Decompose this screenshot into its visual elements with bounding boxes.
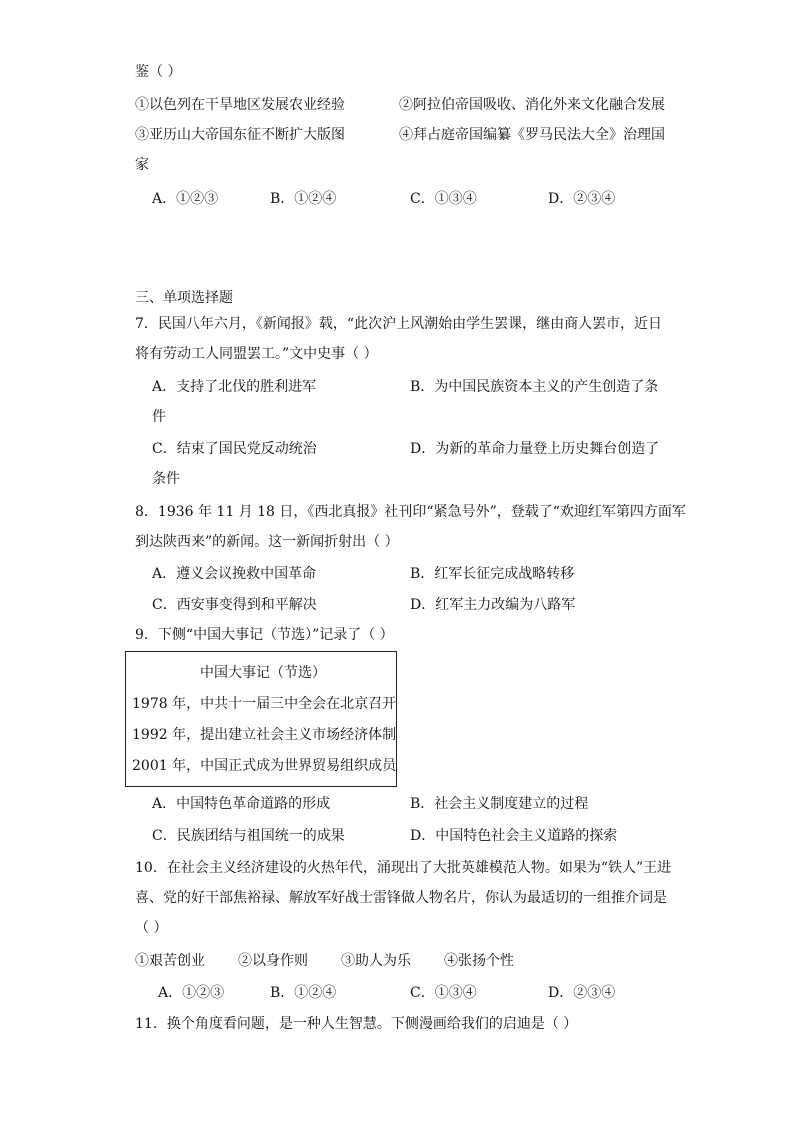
q10-choice-b: B．①②④ [270, 985, 337, 1001]
q10-choice-a: A．①②③ [158, 985, 225, 1001]
q7-option-d: D．为新的革命力量登上历史舞台创造了 [410, 441, 660, 457]
q10-stem-line2: 喜、党的好干部焦裕禄、解放军好战士雷锋做人物名片，你认为最适切的一组推介词是 [135, 890, 667, 906]
q10-stem-line1: 10．在社会主义经济建设的火热年代，涌现出了大批英雄模范人物。如果为“铁人”王进 [135, 860, 672, 876]
q7-stem-line1: 7．民国八年六月，《新闻报》载，“此次沪上风潮始由学生罢课，继由商人罢市，近日 [135, 316, 663, 332]
q10-stem-line3: （ ） [135, 920, 168, 936]
section-title: 三、单项选择题 [135, 290, 233, 306]
q8-stem-line2: 到达陕西来”的新闻。这一新闻折射出（ ） [135, 534, 399, 550]
choice-b: B．①②④ [270, 191, 337, 207]
q9-option-b: B．社会主义制度建立的过程 [410, 796, 589, 812]
chronicle-row: 1978 年，中共十一届三中全会在北京召开 [132, 696, 397, 712]
chronicle-box [125, 651, 397, 787]
q9-option-d: D．中国特色社会主义道路的探索 [410, 828, 618, 844]
q7-option-a: A．支持了北伐的胜利进军 [152, 379, 317, 395]
chronicle-row: 2001 年，中国正式成为世界贸易组织成员 [132, 758, 397, 774]
question-tail: 鉴（ ） [135, 64, 182, 80]
q10-choice-d: D．②③④ [548, 985, 616, 1001]
q8-option-a: A．遵义会议挽救中国革命 [152, 566, 317, 582]
option-4: ④拜占庭帝国编纂《罗马民法大全》治理国 [399, 127, 665, 143]
q7-option-b-wrap: 件 [152, 409, 166, 425]
q10-option-1: ①艰苦创业 [135, 953, 205, 969]
chronicle-title: 中国大事记（节选） [200, 665, 326, 681]
q8-option-d: D．红军主力改编为八路军 [410, 597, 576, 613]
q8-option-c: C．西安事变得到和平解决 [152, 597, 317, 613]
q8-stem-line1: 8．1936 年 11 月 18 日，《西北真报》社刊印“紧急号外”，登载了“欢迎红军第四方面军 [135, 504, 686, 520]
q8-option-b: B．红军长征完成战略转移 [410, 566, 575, 582]
q10-option-4: ④张扬个性 [444, 953, 514, 969]
q10-option-2: ②以身作则 [238, 953, 308, 969]
q7-option-c: C．结束了国民党反动统治 [152, 441, 317, 457]
choice-d: D．②③④ [548, 191, 616, 207]
option-3: ③亚历山大帝国东征不断扩大版图 [135, 127, 345, 143]
q7-option-b: B．为中国民族资本主义的产生创造了条 [410, 379, 659, 395]
chronicle-row: 1992 年，提出建立社会主义市场经济体制 [132, 727, 397, 743]
q11-stem: 11．换个角度看问题，是一种人生智慧。下侧漫画给我们的启迪是（ ） [135, 1016, 578, 1032]
q9-stem: 9．下侧“中国大事记（节选）”记录了（ ） [135, 627, 394, 643]
q9-option-a: A．中国特色革命道路的形成 [152, 796, 331, 812]
q9-option-c: C．民族团结与祖国统一的成果 [152, 828, 345, 844]
option-2: ②阿拉伯帝国吸收、消化外来文化融合发展 [399, 97, 665, 113]
option-4-wrap: 家 [135, 157, 149, 173]
q7-option-d-wrap: 条件 [152, 471, 180, 487]
q7-stem-line2: 将有劳动工人同盟罢工。”文中史事（ ） [135, 346, 378, 362]
option-1: ①以色列在干旱地区发展农业经验 [135, 97, 345, 113]
choice-a: A．①②③ [152, 191, 219, 207]
q10-option-3: ③助人为乐 [341, 953, 411, 969]
choice-c: C．①③④ [410, 191, 477, 207]
q10-choice-c: C．①③④ [410, 985, 477, 1001]
